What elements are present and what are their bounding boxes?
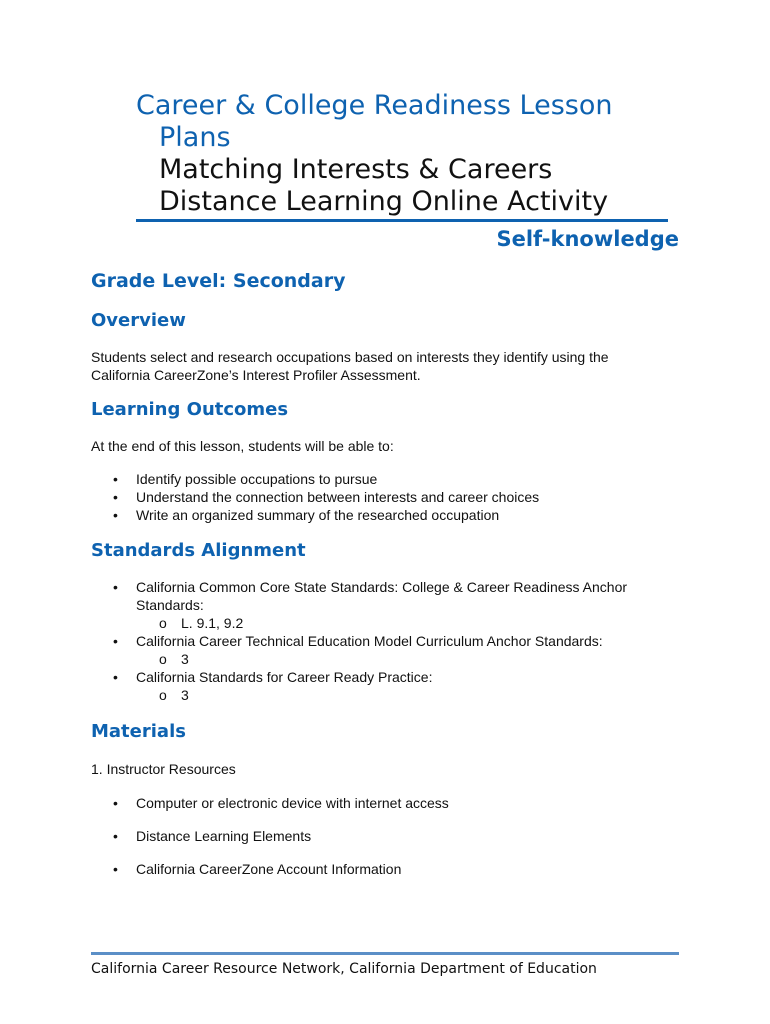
materials-heading: Materials [91,721,186,742]
sub-bullet-icon: o [159,615,167,631]
topic-label: Self-knowledge [496,227,679,251]
footer-divider [91,952,679,955]
bullet-icon: • [113,861,118,877]
list-item [91,668,651,686]
footer-text: California Career Resource Network, California Department of Education [91,961,597,977]
grade-level-heading: Grade Level: Secondary [91,270,346,292]
sub-list-item [91,650,651,668]
learning-outcomes-list [91,470,681,524]
title-line-4: Distance Learning Online Activity [159,186,609,217]
title-divider [136,219,668,222]
title-line-1: Career & College Readiness Lesson [136,90,613,121]
bullet-icon: • [113,489,118,505]
list-item [91,827,681,845]
numbered-item: 1. Instructor Resources [91,761,236,777]
sub-bullet-icon: o [159,651,167,667]
overview-text: Students select and research occupations based on interests they identify using the California CareerZone’s Interest Profiler Assessment. [91,349,609,383]
materials-list [91,794,681,893]
bullet-icon: • [113,471,118,487]
list-item [91,794,681,812]
list-item [91,860,681,878]
list-item [91,470,681,488]
bullet-icon: • [113,633,118,649]
list-item [91,632,651,650]
bullet-icon: • [113,579,118,595]
learning-outcomes-intro: At the end of this lesson, students will be able to: [91,438,394,454]
list-item-text: Write an organized summary of the researched occupation [136,507,500,523]
sub-list-item-text: 3 [181,651,189,667]
list-item-text: Identify possible occupations to pursue [136,471,378,487]
list-item-text: Distance Learning Elements [136,828,312,844]
sub-list-item-text: 3 [181,687,189,703]
sub-list-item-text: L. 9.1, 9.2 [181,615,244,631]
bullet-icon: • [113,795,118,811]
title-line-3: Matching Interests & Careers [159,154,553,185]
list-item-text: California CareerZone Account Information [136,861,402,877]
learning-outcomes-heading: Learning Outcomes [91,399,289,420]
bullet-icon: • [113,828,118,844]
list-item-text: Computer or electronic device with internet access [136,795,449,811]
list-item [91,488,681,506]
list-item-text: Understand the connection between interests and career choices [136,489,540,505]
bullet-icon: • [113,669,118,685]
standards-list [91,578,651,704]
title-line-2: Plans [159,122,231,153]
list-item-text: California Career Technical Education Model Curriculum Anchor Standards: [136,633,603,649]
list-item-text: California Common Core State Standards: College & Career Readiness Anchor Standards: [136,579,628,613]
title-block [136,90,668,218]
overview-heading: Overview [91,310,186,331]
list-item-text: California Standards for Career Ready Practice: [136,669,433,685]
sub-list-item [91,614,651,632]
standards-alignment-heading: Standards Alignment [91,540,306,561]
list-item [91,506,681,524]
bullet-icon: • [113,507,118,523]
list-item [91,578,651,614]
sub-bullet-icon: o [159,687,167,703]
sub-list-item [91,686,651,704]
